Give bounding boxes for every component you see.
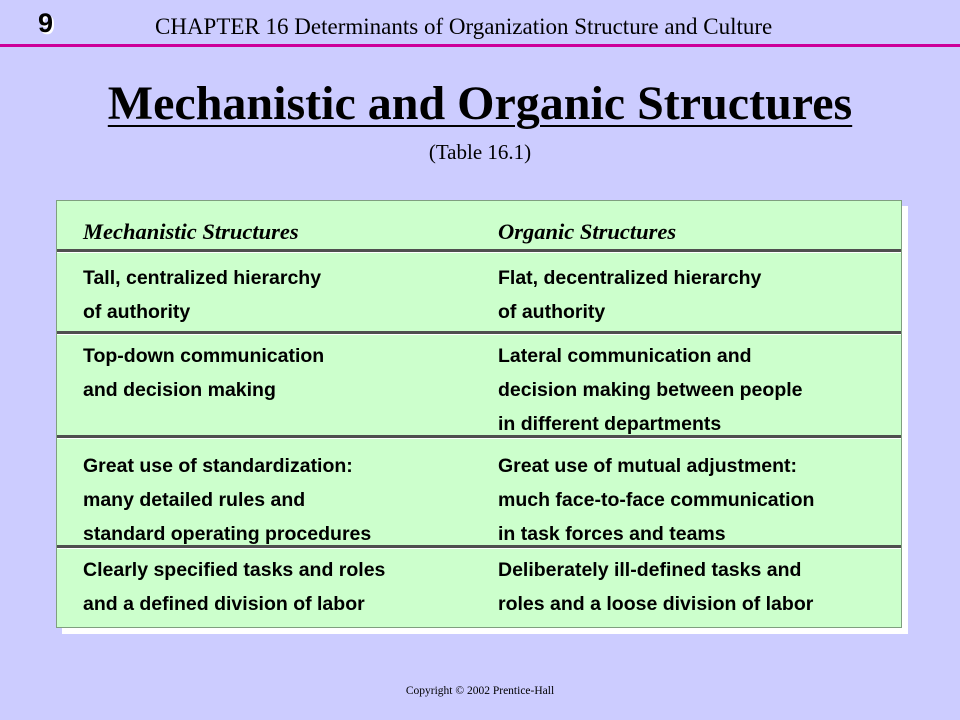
table-row bbox=[57, 339, 901, 441]
mechanistic-cell bbox=[83, 339, 324, 407]
organic-cell bbox=[498, 261, 761, 329]
mechanistic-cell bbox=[83, 553, 385, 621]
cell-line: Deliberately ill-defined tasks and bbox=[498, 559, 802, 581]
cell-line: roles and a loose division of labor bbox=[498, 593, 814, 615]
slide-subtitle: (Table 16.1) bbox=[428, 140, 532, 164]
cell-line: and decision making bbox=[83, 379, 276, 401]
table-header-row bbox=[57, 215, 901, 249]
row-divider bbox=[57, 545, 901, 549]
header-mechanistic: Mechanistic Structures bbox=[83, 219, 299, 244]
cell-line: in different departments bbox=[498, 413, 722, 435]
cell-line: Lateral communication and bbox=[498, 345, 752, 367]
cell-line: decision making between people bbox=[498, 379, 803, 401]
cell-line: much face-to-face communication bbox=[498, 489, 815, 511]
cell-line: Tall, centralized hierarchy bbox=[83, 267, 322, 289]
cell-line: of authority bbox=[83, 301, 191, 323]
mechanistic-cell bbox=[83, 449, 371, 551]
comparison-table bbox=[56, 200, 902, 628]
slide-title: Mechanistic and Organic Structures bbox=[107, 77, 853, 130]
cell-line: and a defined division of labor bbox=[83, 593, 365, 615]
row-divider bbox=[57, 249, 901, 253]
cell-line: Flat, decentralized hierarchy bbox=[498, 267, 762, 289]
cell-line: of authority bbox=[498, 301, 606, 323]
chapter-header: CHAPTER 16 Determinants of Organization Structure and Culture bbox=[155, 14, 773, 39]
cell-line: standard operating procedures bbox=[83, 523, 372, 545]
mechanistic-cell bbox=[83, 261, 321, 329]
cell-line: Top-down communication bbox=[83, 345, 325, 367]
header-organic: Organic Structures bbox=[498, 219, 677, 244]
cell-line: Clearly specified tasks and roles bbox=[83, 559, 386, 581]
table-row bbox=[57, 449, 901, 551]
header-rule bbox=[0, 44, 960, 47]
table-row bbox=[57, 553, 901, 621]
copyright-notice: Copyright © 2002 Prentice-Hall bbox=[405, 685, 555, 697]
cell-line: many detailed rules and bbox=[83, 489, 306, 511]
cell-line: Great use of standardization: bbox=[83, 455, 353, 477]
organic-cell bbox=[498, 449, 814, 551]
table-row bbox=[57, 261, 901, 329]
cell-line: in task forces and teams bbox=[498, 523, 726, 545]
cell-line: Great use of mutual adjustment: bbox=[498, 455, 798, 477]
row-divider bbox=[57, 435, 901, 439]
organic-cell bbox=[498, 339, 803, 441]
organic-cell bbox=[498, 553, 813, 621]
row-divider bbox=[57, 331, 901, 335]
slide-number: 9 bbox=[38, 8, 54, 38]
